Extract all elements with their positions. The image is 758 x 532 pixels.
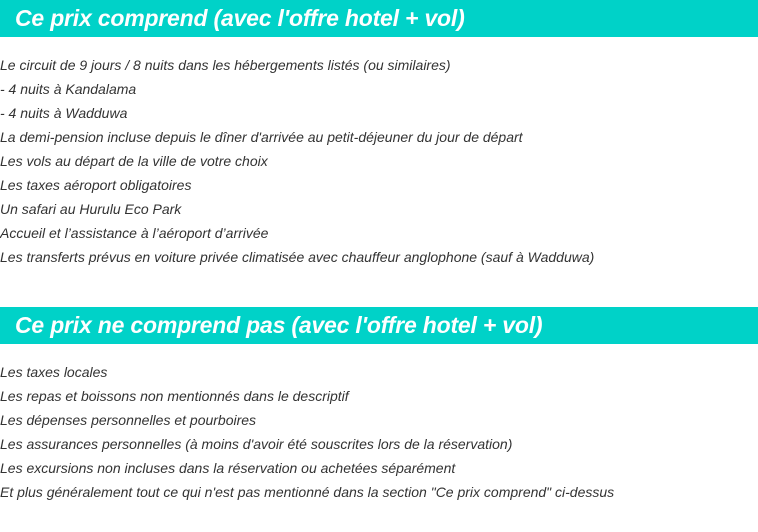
list-item: Et plus généralement tout ce qui n'est pas mentionné dans la section "Ce prix comprend" ci-dessus [0,484,615,500]
list-item: Les transferts prévus en voiture privée climatisée avec chauffeur anglophone (sauf à Wadduwa) [0,249,595,265]
list-item: Les dépenses personnelles et pourboires [0,412,257,428]
list-item: Les taxes locales [0,364,108,380]
list-item: - 4 nuits à Wadduwa [0,105,128,121]
list-item: Un safari au Hurulu Eco Park [0,201,182,217]
list-item: La demi-pension incluse depuis le dîner d'arrivée au petit-déjeuner du jour de départ [0,129,523,145]
included-section-title: Ce prix comprend (avec l'offre hotel + vol) [15,5,465,31]
excluded-section-header [0,307,758,344]
included-list [0,53,758,269]
list-item: - 4 nuits à Kandalama [0,81,137,97]
list-item: Le circuit de 9 jours / 8 nuits dans les hébergements listés (ou similaires) [0,57,451,73]
excluded-section-title: Ce prix ne comprend pas (avec l'offre hotel + vol) [15,312,543,338]
list-item: Les excursions non incluses dans la réservation ou achetées séparément [0,460,456,476]
list-item: Les assurances personnelles (à moins d'avoir été souscrites lors de la réservation) [0,436,513,452]
list-item: Les vols au départ de la ville de votre choix [0,153,268,169]
included-section-header [0,0,758,37]
list-item: Les repas et boissons non mentionnés dans le descriptif [0,388,349,404]
list-item: Accueil et l’assistance à l’aéroport d’arrivée [0,225,269,241]
excluded-list [0,360,758,504]
list-item: Les taxes aéroport obligatoires [0,177,192,193]
